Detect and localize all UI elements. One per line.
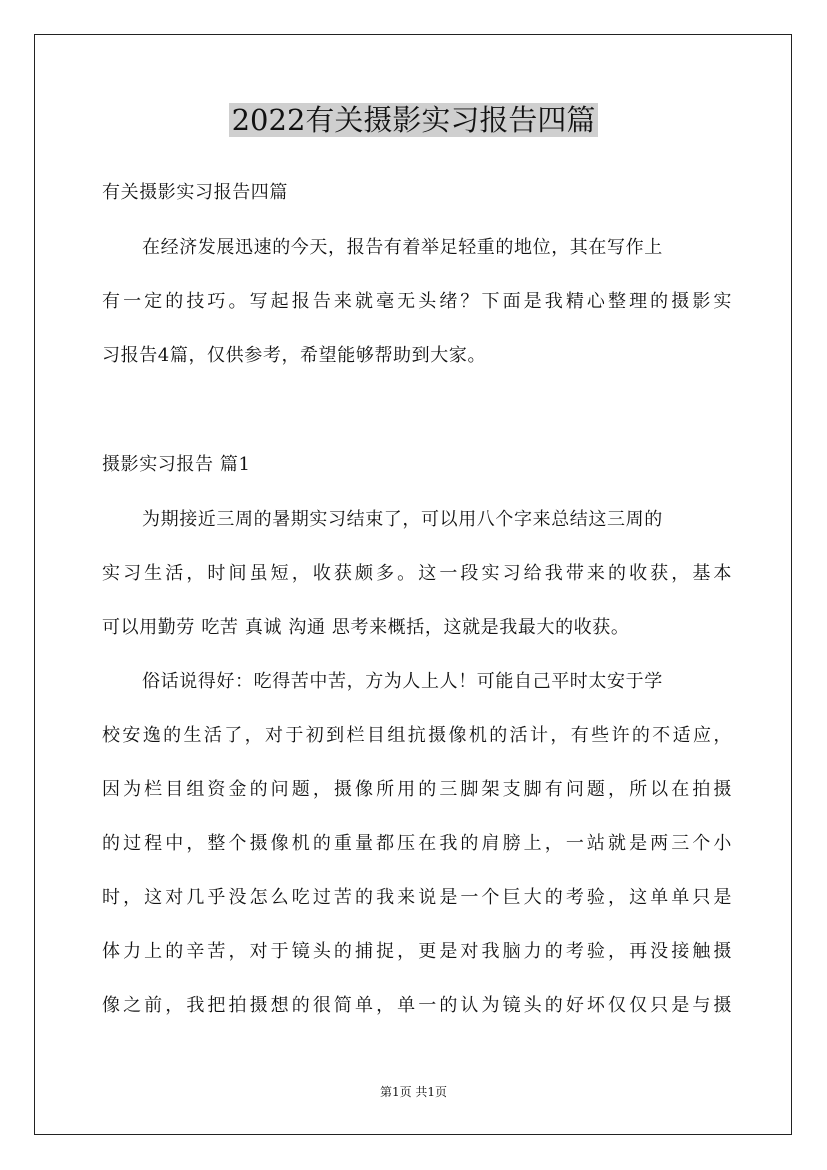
- paragraph-line: 实习生活，时间虽短，收获颇多。这一段实习给我带来的收获，基本: [102, 563, 732, 584]
- paragraph-line: 校安逸的生活了，对于初到栏目组抗摄像机的活计，有些许的不适应，: [102, 725, 732, 746]
- paragraph-line: 像之前，我把拍摄想的很简单，单一的认为镜头的好坏仅仅只是与摄: [102, 995, 732, 1016]
- subtitle: 有关摄影实习报告四篇: [102, 182, 288, 203]
- paragraph-line: 为期接近三周的暑期实习结束了，可以用八个字来总结这三周的: [142, 509, 663, 530]
- section-heading: 摄影实习报告 篇1: [102, 454, 251, 475]
- intro-line: 有一定的技巧。写起报告来就毫无头绪？下面是我精心整理的摄影实: [102, 291, 732, 312]
- intro-line: 在经济发展迅速的今天，报告有着举足轻重的地位，其在写作上: [142, 237, 663, 258]
- page-footer: 第1页 共1页: [379, 1085, 448, 1099]
- paragraph-line: 可以用勤劳 吃苦 真诚 沟通 思考来概括，这就是我最大的收获。: [102, 617, 630, 638]
- document-title: [0, 98, 827, 142]
- paragraph-line: 因为栏目组资金的问题，摄像所用的三脚架支脚有问题，所以在拍摄: [102, 779, 732, 800]
- intro-line: 习报告4篇，仅供参考，希望能够帮助到大家。: [102, 345, 487, 366]
- paragraph-line: 体力上的辛苦，对于镜头的捕捉，更是对我脑力的考验，再没接触摄: [102, 941, 732, 962]
- paragraph-line: 的过程中，整个摄像机的重量都压在我的肩膀上，一站就是两三个小: [102, 833, 732, 854]
- paragraph-line: 俗话说得好：吃得苦中苦，方为人上人！可能自己平时太安于学: [142, 671, 663, 692]
- paragraph-line: 时，这对几乎没怎么吃过苦的我来说是一个巨大的考验，这单单只是: [102, 887, 732, 908]
- document-title-text: 2022有关摄影实习报告四篇: [229, 103, 599, 137]
